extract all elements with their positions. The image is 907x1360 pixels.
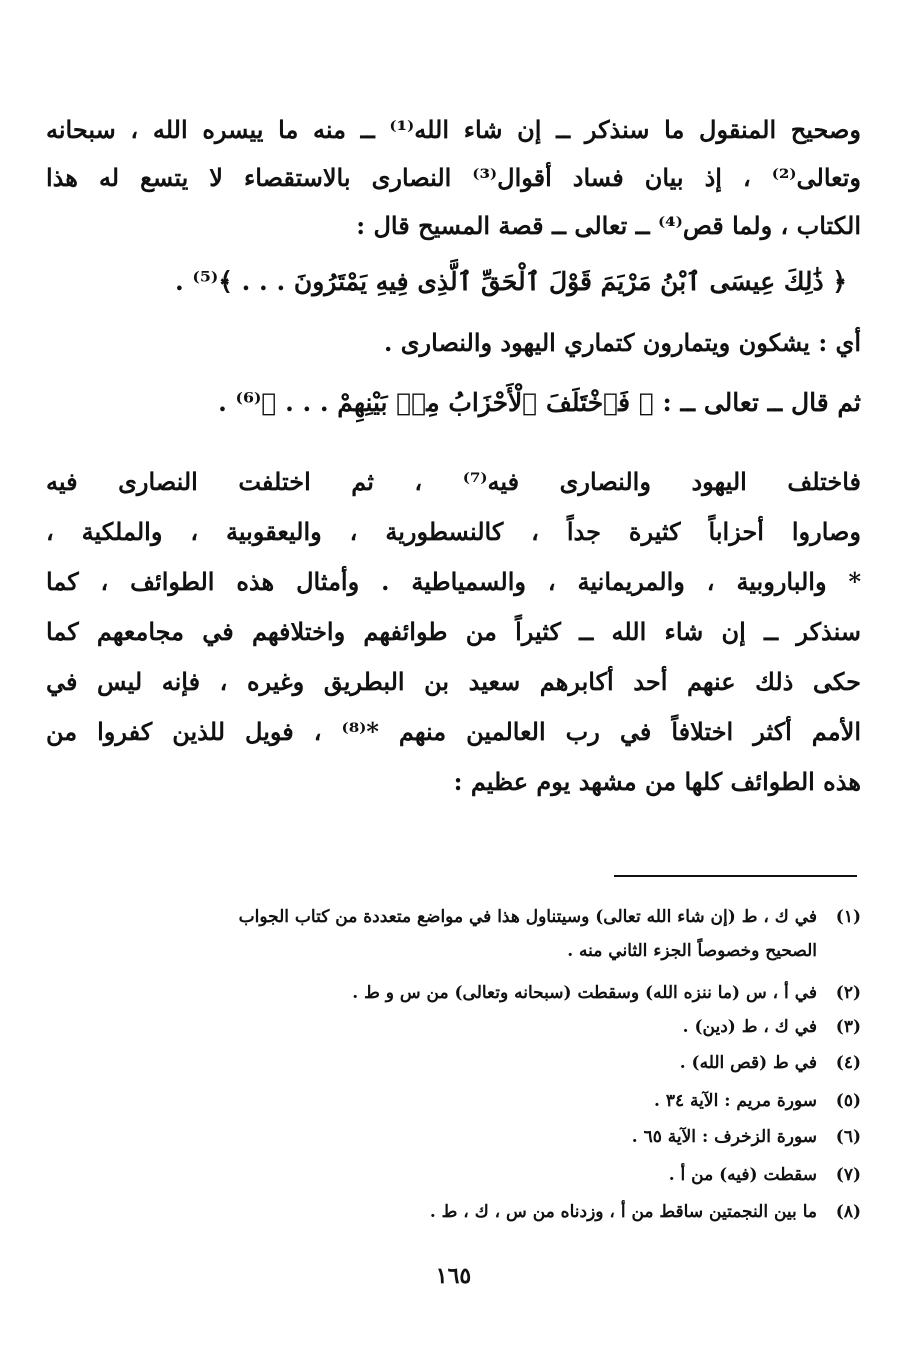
footnote-number: (٢) (835, 983, 861, 1003)
quran-verse-1: ﴿ ذَٰلِكَ عِيسَى ٱبْنُ مَرْيَمَ قَوْلَ ٱلْحَقِّ ٱلَّذِى فِيهِ يَمْتَرُونَ . . . ﴾⁽⁵⁾ . (175, 267, 847, 296)
footnote-number: (١) (835, 907, 861, 927)
footnote-text: في ك ، ط (دين) . (682, 1017, 817, 1037)
footnote-5 (46, 1087, 861, 1115)
footnote-separator (614, 875, 857, 877)
footnote-8 (46, 1198, 861, 1226)
footnote-3 (46, 1013, 861, 1041)
footnote-text: في أ ، س (ما ننزه الله) وسقطت (سبحانه وتعالى) من س و ط . (352, 983, 817, 1003)
footnote-4 (46, 1049, 861, 1077)
footnote-6 (46, 1123, 861, 1151)
body-line-7: فاختلف اليهود والنصارى فيه⁽⁷⁾ ، ثم اختلفت النصارى فيه (46, 467, 861, 496)
footnote-text: ما بين النجمتين ساقط من أ ، وزدناه من س ، ك ، ط . (429, 1202, 817, 1222)
footnote-text: في ط (قص الله) . (679, 1053, 817, 1073)
footnote-number: (٥) (835, 1091, 861, 1111)
footnote-text: سقطت (فيه) من أ . (668, 1165, 817, 1185)
footnote-1 (46, 903, 861, 931)
body-line-3: الكتاب ، ولما قص⁽⁴⁾ ــ تعالى ــ قصة المسيح قال : (356, 211, 861, 240)
footnote-text: في ك ، ط (إن شاء الله تعالى) وسيتناول هذا في مواضع متعددة من كتاب الجواب (238, 907, 817, 927)
body-line-8: وصاروا أحزاباً كثيرة جداً ، كالنسطورية ، واليعقوبية ، والملكية ، (46, 517, 861, 546)
body-line-11: حكى ذلك عنهم أحد أكابرهم سعيد بن البطريق وغيره ، فإنه ليس في (46, 667, 861, 696)
footnote-text: سورة الزخرف : الآية ٦٥ . (631, 1127, 817, 1147)
body-line-2: وتعالى⁽²⁾ ، إذ بيان فساد أقوال⁽³⁾ النصارى بالاستقصاء لا يتسع له هذا (46, 163, 862, 192)
body-line-9: * والباروبية ، والمريمانية ، والسمياطية . وأمثال هذه الطوائف ، كما (46, 567, 861, 596)
footnote-text: سورة مريم : الآية ٣٤ . (654, 1091, 817, 1111)
body-line-1: وصحيح المنقول ما سنذكر ــ إن شاء الله⁽¹⁾ ــ منه ما ييسره الله ، سبحانه (46, 115, 861, 144)
footnote-number: (٧) (835, 1165, 861, 1185)
footnote-1-continued: الصحيح وخصوصاً الجزء الثاني منه . (567, 941, 817, 961)
footnote-number: (٣) (835, 1017, 861, 1037)
body-line-5: أي : يشكون ويتمارون كتماري اليهود والنصارى . (384, 328, 861, 357)
quran-verse-2: ثم قال ــ تعالى ــ : ﴿ فَٱخْتَلَفَ ٱلْأَحْزَابُ مِنۢ بَيْنِهِمْ . . . ﴾⁽⁶⁾ . (218, 388, 861, 417)
body-line-13: هذه الطوائف كلها من مشهد يوم عظيم : (453, 767, 861, 796)
body-line-10: سنذكر ــ إن شاء الله ــ كثيراً من طوائفهم واختلافهم في مجامعهم كما (46, 617, 861, 646)
footnote-number: (٨) (835, 1202, 861, 1222)
footnote-7 (46, 1161, 861, 1189)
body-line-12: الأمم أكثر اختلافاً في رب العالمين منهم *⁽⁸⁾ ، فويل للذين كفروا من (46, 717, 861, 746)
page-number: ١٦٥ (435, 1263, 472, 1289)
footnote-number: (٤) (835, 1053, 861, 1073)
footnote-2 (46, 979, 861, 1007)
footnote-number: (٦) (835, 1127, 861, 1147)
